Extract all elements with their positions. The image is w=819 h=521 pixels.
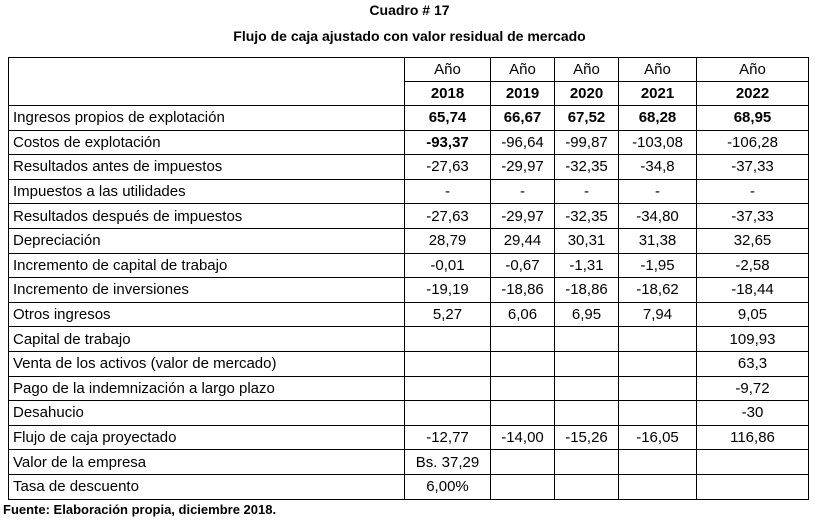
row-label: Valor de la empresa [9,450,405,475]
year-2018: 2018 [405,82,491,106]
value-cell: - [697,179,809,204]
value-cell [491,351,555,376]
row-label: Ingresos propios de explotación [9,106,405,131]
year-2022: 2022 [697,82,809,106]
value-cell: 116,86 [697,425,809,450]
row-label: Tasa de descuento [9,474,405,499]
value-cell: 6,06 [491,302,555,327]
row-label: Desahucio [9,401,405,426]
value-cell: 30,31 [555,228,619,253]
table-row [9,351,809,376]
year-2021: 2021 [619,82,697,106]
value-cell: 31,38 [619,228,697,253]
table-row [9,130,809,155]
row-label: Capital de trabajo [9,327,405,352]
value-cell: -9,72 [697,376,809,401]
value-cell [405,351,491,376]
table-row [9,228,809,253]
value-cell [555,327,619,352]
value-cell: 5,27 [405,302,491,327]
value-cell: -106,28 [697,130,809,155]
table-row [9,376,809,401]
value-cell: -18,62 [619,278,697,303]
value-cell: 66,67 [491,106,555,131]
value-cell [619,474,697,499]
table-title: Flujo de caja ajustado con valor residual de mercado [233,28,586,44]
row-label: Venta de los activos (valor de mercado) [9,351,405,376]
value-cell: -37,33 [697,155,809,180]
value-cell: 7,94 [619,302,697,327]
table-row [9,474,809,499]
value-cell [405,401,491,426]
table-row [9,450,809,475]
value-cell: -18,44 [697,278,809,303]
value-cell: 29,44 [491,228,555,253]
value-cell [619,351,697,376]
value-cell: -96,64 [491,130,555,155]
table-row [9,425,809,450]
cash-flow-table [8,57,809,500]
value-cell: -30 [697,401,809,426]
value-cell [491,327,555,352]
row-label: Resultados después de impuestos [9,204,405,229]
header-empty-cell [9,58,405,106]
value-cell [405,376,491,401]
value-cell [491,450,555,475]
value-cell: 6,00% [405,474,491,499]
row-label: Depreciación [9,228,405,253]
row-label: Costos de explotación [9,130,405,155]
value-cell: 67,52 [555,106,619,131]
year-label: Año [697,58,809,82]
row-label: Resultados antes de impuestos [9,155,405,180]
value-cell: 65,74 [405,106,491,131]
value-cell [555,376,619,401]
value-cell [405,327,491,352]
value-cell [619,327,697,352]
value-cell: -18,86 [491,278,555,303]
value-cell [491,474,555,499]
value-cell: -93,37 [405,130,491,155]
value-cell: -18,86 [555,278,619,303]
table-row [9,204,809,229]
value-cell: 68,28 [619,106,697,131]
value-cell: -29,97 [491,155,555,180]
value-cell: -27,63 [405,155,491,180]
year-2020: 2020 [555,82,619,106]
value-cell: -1,31 [555,253,619,278]
table-row [9,327,809,352]
value-cell: -27,63 [405,204,491,229]
value-cell: 109,93 [697,327,809,352]
row-label: Pago de la indemnización a largo plazo [9,376,405,401]
value-cell: -0,67 [491,253,555,278]
year-label: Año [619,58,697,82]
value-cell: -19,19 [405,278,491,303]
table-row [9,278,809,303]
value-cell: - [619,179,697,204]
table-row [9,253,809,278]
value-cell: -32,35 [555,155,619,180]
value-cell: -34,80 [619,204,697,229]
value-cell [491,376,555,401]
table-row [9,401,809,426]
value-cell: 6,95 [555,302,619,327]
value-cell: 68,95 [697,106,809,131]
value-cell [697,450,809,475]
year-label: Año [405,58,491,82]
value-cell: -12,77 [405,425,491,450]
value-cell: -29,97 [491,204,555,229]
table-row [9,302,809,327]
value-cell [555,401,619,426]
value-cell: 9,05 [697,302,809,327]
value-cell: -99,87 [555,130,619,155]
value-cell: -32,35 [555,204,619,229]
value-cell [555,450,619,475]
value-cell: - [491,179,555,204]
value-cell: -2,58 [697,253,809,278]
value-cell: -16,05 [619,425,697,450]
value-cell [555,351,619,376]
value-cell: -34,8 [619,155,697,180]
value-cell: -37,33 [697,204,809,229]
value-cell: -0,01 [405,253,491,278]
value-cell [697,474,809,499]
row-label: Incremento de capital de trabajo [9,253,405,278]
table-row [9,179,809,204]
value-cell [491,401,555,426]
table-caption: Cuadro # 17 [369,2,450,18]
table-row [9,155,809,180]
value-cell [555,474,619,499]
value-cell: - [555,179,619,204]
value-cell: -103,08 [619,130,697,155]
value-cell: -14,00 [491,425,555,450]
year-label: Año [491,58,555,82]
row-label: Flujo de caja proyectado [9,425,405,450]
value-cell [619,450,697,475]
value-cell: -1,95 [619,253,697,278]
value-cell: 32,65 [697,228,809,253]
value-cell [619,401,697,426]
value-cell: -15,26 [555,425,619,450]
value-cell: Bs. 37,29 [405,450,491,475]
table-row [9,106,809,131]
value-cell [619,376,697,401]
value-cell: 28,79 [405,228,491,253]
value-cell: - [405,179,491,204]
row-label: Incremento de inversiones [9,278,405,303]
header-row-year-label [9,58,809,82]
year-label: Año [555,58,619,82]
year-2019: 2019 [491,82,555,106]
row-label: Otros ingresos [9,302,405,327]
value-cell: 63,3 [697,351,809,376]
source-note: Fuente: Elaboración propia, diciembre 2018. [3,502,277,517]
row-label: Impuestos a las utilidades [9,179,405,204]
